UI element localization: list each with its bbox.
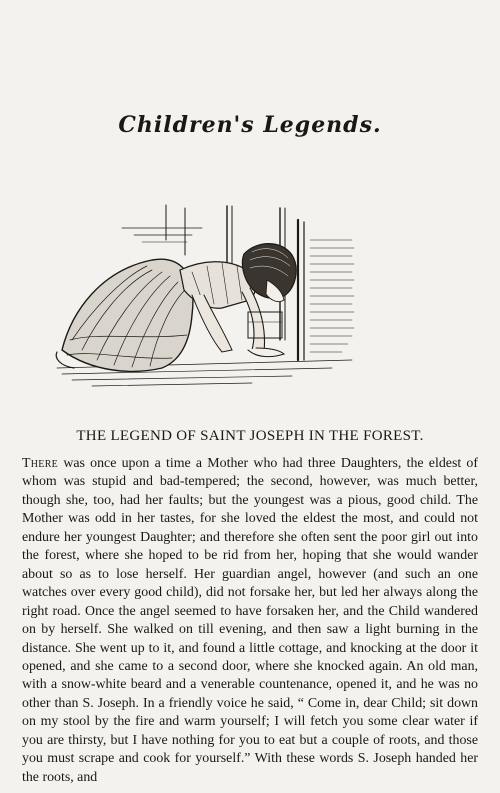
story-title: THE LEGEND OF SAINT JOSEPH IN THE FOREST. — [76, 428, 424, 444]
story-body — [22, 455, 478, 787]
opening-word: There — [22, 456, 59, 471]
page-heading: Children's Legends. — [118, 112, 382, 138]
story-paragraph: was once upon a time a Mother who had three Daughters, the eldest of whom was stupid and bad-tempered; the second, however, was much better, though she, too, had her faults; but the youngest was a pious, good child. The Mother was odd in her tastes, for she loved the eldest the most, and could not endure her youngest Daughter; and therefore she often sent the poor girl out into the forest, where she hoped to be rid from her, hoping that she would wander about so as to lose herself. Her guardian angel, however (and such an one watches over every good child), did not forsake her, but led her always along the right road. Once the angel seemed to have forsaken her, and the Child wandered on by herself. She walked on till evening, and then saw a light burning in the distance. She went up to it, and found a little cottage, and knocking at the door it opened, and she came to a second door, where she knocked again. An old man, with a snow-white beard and a venerable countenance, opened it, and he was no other than S. Joseph. In a friendly voice he said, “ Come in, dear Child; sit down on my stool by the fire and warm yourself; I will fetch you some clear water if you are thirsty, but I have nothing for you to eat but a couple of roots, and those you must scrape and cook for yourself.” With these words S. Joseph handed her the roots, and — [22, 456, 478, 785]
engraving-illustration — [52, 200, 362, 395]
